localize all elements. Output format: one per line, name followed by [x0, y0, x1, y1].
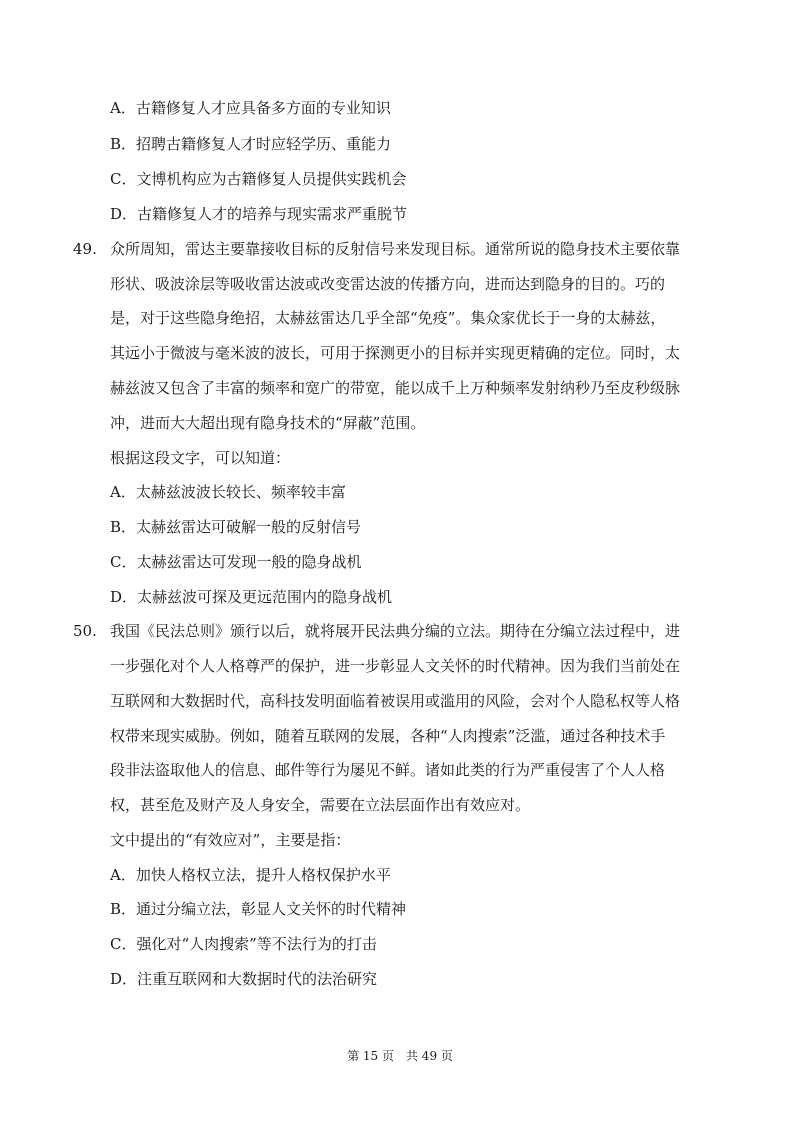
question-49-line: 形状、吸波涂层等吸收雷达波或改变雷达波的传播方向，进而达到隐身的目的。巧的 — [110, 275, 666, 293]
prev-option-a: A．古籍修复人才应具备多方面的专业知识 — [110, 99, 391, 117]
prev-option-d: D．古籍修复人才的培养与现实需求严重脱节 — [110, 205, 408, 223]
question-50-line: 我国《民法总则》颁行以后，就将展开民法典分编的立法。期待在分编立法过程中，进 — [110, 622, 681, 640]
page-footer: 第 15 页 共 49 页 — [347, 1049, 453, 1063]
question-50-number: 50. — [73, 622, 97, 640]
question-49-prompt: 根据这段文字，可以知道： — [110, 449, 291, 467]
question-49-line: 赫兹波又包含了丰富的频率和宽广的带宽，能以成千上万种频率发射纳秒乃至皮秒级脉 — [110, 379, 681, 397]
question-49-option-b: B．太赫兹雷达可破解一般的反射信号 — [110, 518, 362, 536]
question-50-line: 互联网和大数据时代，高科技发明面临着被误用或滥用的风险，会对个人隐私权等人格 — [110, 692, 681, 710]
question-50-option-d: D．注重互联网和大数据时代的法治研究 — [110, 970, 378, 988]
question-49-option-a: A．太赫兹波波长较长、频率较丰富 — [110, 483, 346, 501]
question-49-line: 是，对于这些隐身绝招，太赫兹雷达几乎全部“免疫”。集众家优长于一身的太赫兹， — [110, 309, 666, 327]
question-49-line: 冲，进而大大超出现有隐身技术的“屏蔽”范围。 — [110, 414, 426, 432]
question-49-option-c: C．太赫兹雷达可发现一般的隐身战机 — [110, 553, 362, 571]
question-49-number: 49. — [73, 240, 97, 258]
question-50-line: 权带来现实威胁。例如，随着互联网的发展，各种“人肉搜索”泛滥，通过各种技术手 — [110, 727, 666, 745]
question-50-line: 权，甚至危及财产及人身安全，需要在立法层面作出有效应对。 — [110, 796, 531, 814]
question-49-option-d: D．太赫兹波可探及更远范围内的隐身战机 — [110, 588, 393, 606]
question-50-prompt: 文中提出的“有效应对”，主要是指： — [110, 831, 351, 849]
question-49-line: 其远小于微波与毫米波的波长，可用于探测更小的目标并实现更精确的定位。同时，太 — [110, 344, 681, 362]
question-50-option-c: C．强化对“人肉搜索”等不法行为的打击 — [110, 935, 377, 953]
question-50-line: 段非法盗取他人的信息、邮件等行为屡见不鲜。诸如此类的行为严重侵害了个人人格 — [110, 761, 666, 779]
prev-option-b: B．招聘古籍修复人才时应轻学历、重能力 — [110, 135, 392, 153]
question-50-option-b: B．通过分编立法，彰显人文关怀的时代精神 — [110, 900, 407, 918]
prev-option-c: C．文博机构应为古籍修复人员提供实践机会 — [110, 170, 407, 188]
question-50-option-a: A．加快人格权立法，提升人格权保护水平 — [110, 866, 391, 884]
question-50-line: 一步强化对个人人格尊严的保护，进一步彰显人文关怀的时代精神。因为我们当前处在 — [110, 657, 681, 675]
question-49-line: 众所周知，雷达主要靠接收目标的反射信号来发现目标。通常所说的隐身技术主要依靠 — [110, 240, 681, 258]
